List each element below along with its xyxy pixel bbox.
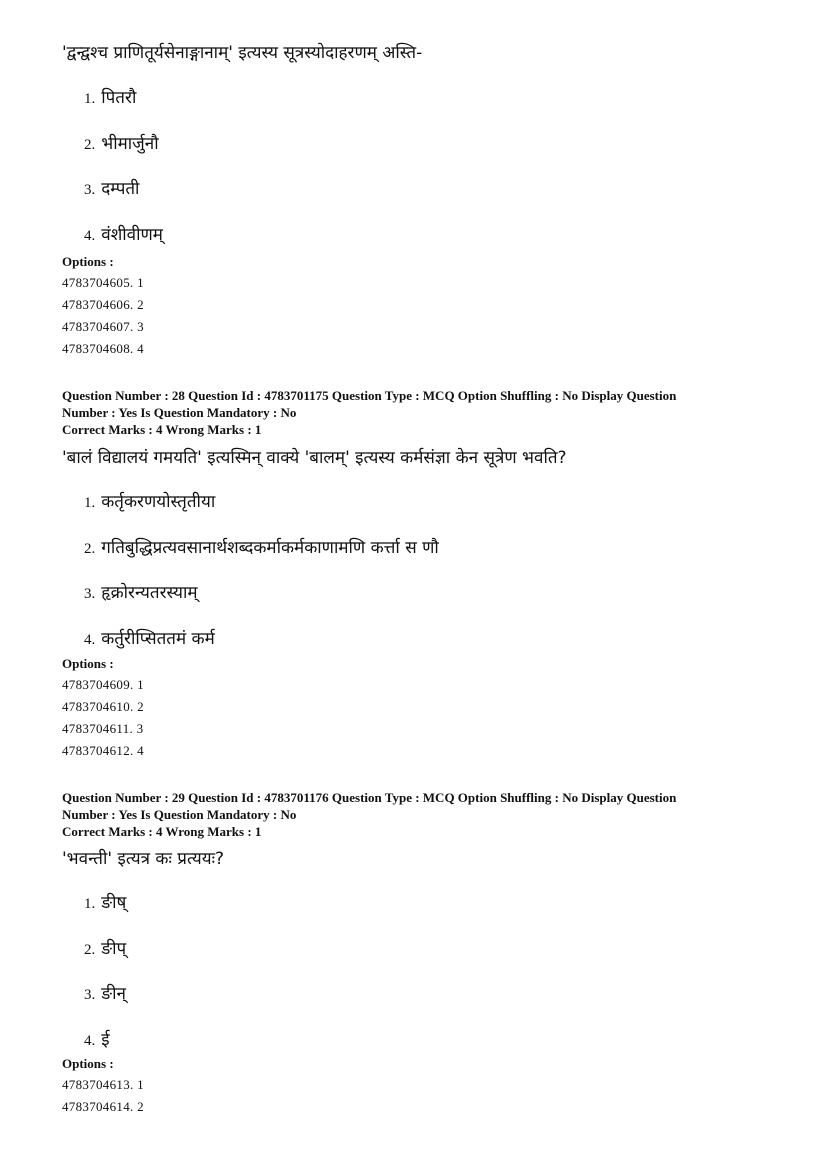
question-meta-line: Question Number : 29 Question Id : 4783701176 Question Type : MCQ Option Shuffling : No Display Question	[62, 790, 677, 805]
choice-number: 4.	[84, 632, 96, 648]
question-28	[62, 447, 782, 469]
choice-number: 3.	[84, 987, 96, 1003]
option-id: 4783704614. 2	[62, 1099, 144, 1114]
options-block	[62, 654, 782, 762]
choice-text: ङीप्	[101, 939, 127, 959]
question-29	[62, 848, 782, 870]
option-id: 4783704607. 3	[62, 319, 144, 334]
question-text: 'बालं विद्यालयं गमयति' इत्यस्मिन् वाक्ये 'बालम्' इत्यस्य कर्मसंज्ञा केन सूत्रेण भवति?	[62, 448, 567, 468]
choice-number: 3.	[84, 182, 96, 198]
options-label: Options :	[62, 1056, 114, 1071]
option-id: 4783704613. 1	[62, 1077, 144, 1092]
choice-1	[62, 491, 782, 513]
choice-number: 2.	[84, 942, 96, 958]
option-id: 4783704611. 3	[62, 721, 144, 736]
choice-1	[62, 892, 782, 914]
choice-text: ङीन्	[101, 984, 126, 1004]
choice-text: पितरौ	[101, 88, 137, 108]
question-meta-line: Number : Yes Is Question Mandatory : No	[62, 807, 297, 822]
choice-4	[62, 1029, 782, 1051]
choice-4	[62, 628, 782, 650]
marks-line: Correct Marks : 4 Wrong Marks : 1	[62, 422, 262, 437]
option-id: 4783704612. 4	[62, 743, 144, 758]
options-block	[62, 252, 782, 360]
question-27	[62, 42, 782, 64]
option-id: 4783704610. 2	[62, 699, 144, 714]
question-meta-line: Question Number : 28 Question Id : 4783701175 Question Type : MCQ Option Shuffling : No Display Question	[62, 388, 677, 403]
choice-number: 1.	[84, 896, 96, 912]
choice-text: कर्तृकरणयोस्तृतीया	[101, 492, 216, 512]
options-block	[62, 1054, 782, 1118]
choice-3	[62, 582, 782, 604]
question-meta-line: Number : Yes Is Question Mandatory : No	[62, 405, 297, 420]
question-text: 'द्वन्द्वश्च प्राणितूर्यसेनाङ्गानाम्' इत्यस्य सूत्रस्योदाहरणम् अस्ति-	[62, 43, 423, 63]
options-label: Options :	[62, 656, 114, 671]
choice-text: दम्पती	[101, 179, 140, 199]
choice-text: वंशीवीणम्	[101, 225, 163, 245]
choice-text: ङीष्	[101, 893, 127, 913]
question-text: 'भवन्ती' इत्यत्र कः प्रत्ययः?	[62, 849, 225, 869]
choice-2	[62, 133, 782, 155]
choice-text: गतिबुद्धिप्रत्यवसानार्थशब्दकर्माकर्मकाणामणि कर्त्ता स णौ	[101, 538, 439, 558]
choice-number: 4.	[84, 1033, 96, 1049]
choice-1	[62, 87, 782, 109]
question-29-meta	[62, 789, 782, 840]
choice-4	[62, 224, 782, 246]
choice-text: भीमार्जुनौ	[101, 134, 159, 154]
choice-3	[62, 983, 782, 1005]
choice-2	[62, 537, 782, 559]
option-id: 4783704605. 1	[62, 275, 144, 290]
choice-number: 2.	[84, 137, 96, 153]
option-id: 4783704608. 4	[62, 341, 144, 356]
choice-number: 3.	[84, 586, 96, 602]
question-28-meta	[62, 387, 782, 438]
choice-3	[62, 178, 782, 200]
choice-text: हृक्रोरन्यतरस्याम्	[101, 583, 198, 603]
choice-number: 1.	[84, 495, 96, 511]
choice-number: 2.	[84, 541, 96, 557]
choice-number: 1.	[84, 91, 96, 107]
marks-line: Correct Marks : 4 Wrong Marks : 1	[62, 824, 262, 839]
option-id: 4783704606. 2	[62, 297, 144, 312]
choice-text: ई	[101, 1030, 110, 1050]
options-label: Options :	[62, 254, 114, 269]
choice-number: 4.	[84, 228, 96, 244]
choice-2	[62, 938, 782, 960]
option-id: 4783704609. 1	[62, 677, 144, 692]
choice-text: कर्तुरीप्सिततमं कर्म	[101, 629, 215, 649]
